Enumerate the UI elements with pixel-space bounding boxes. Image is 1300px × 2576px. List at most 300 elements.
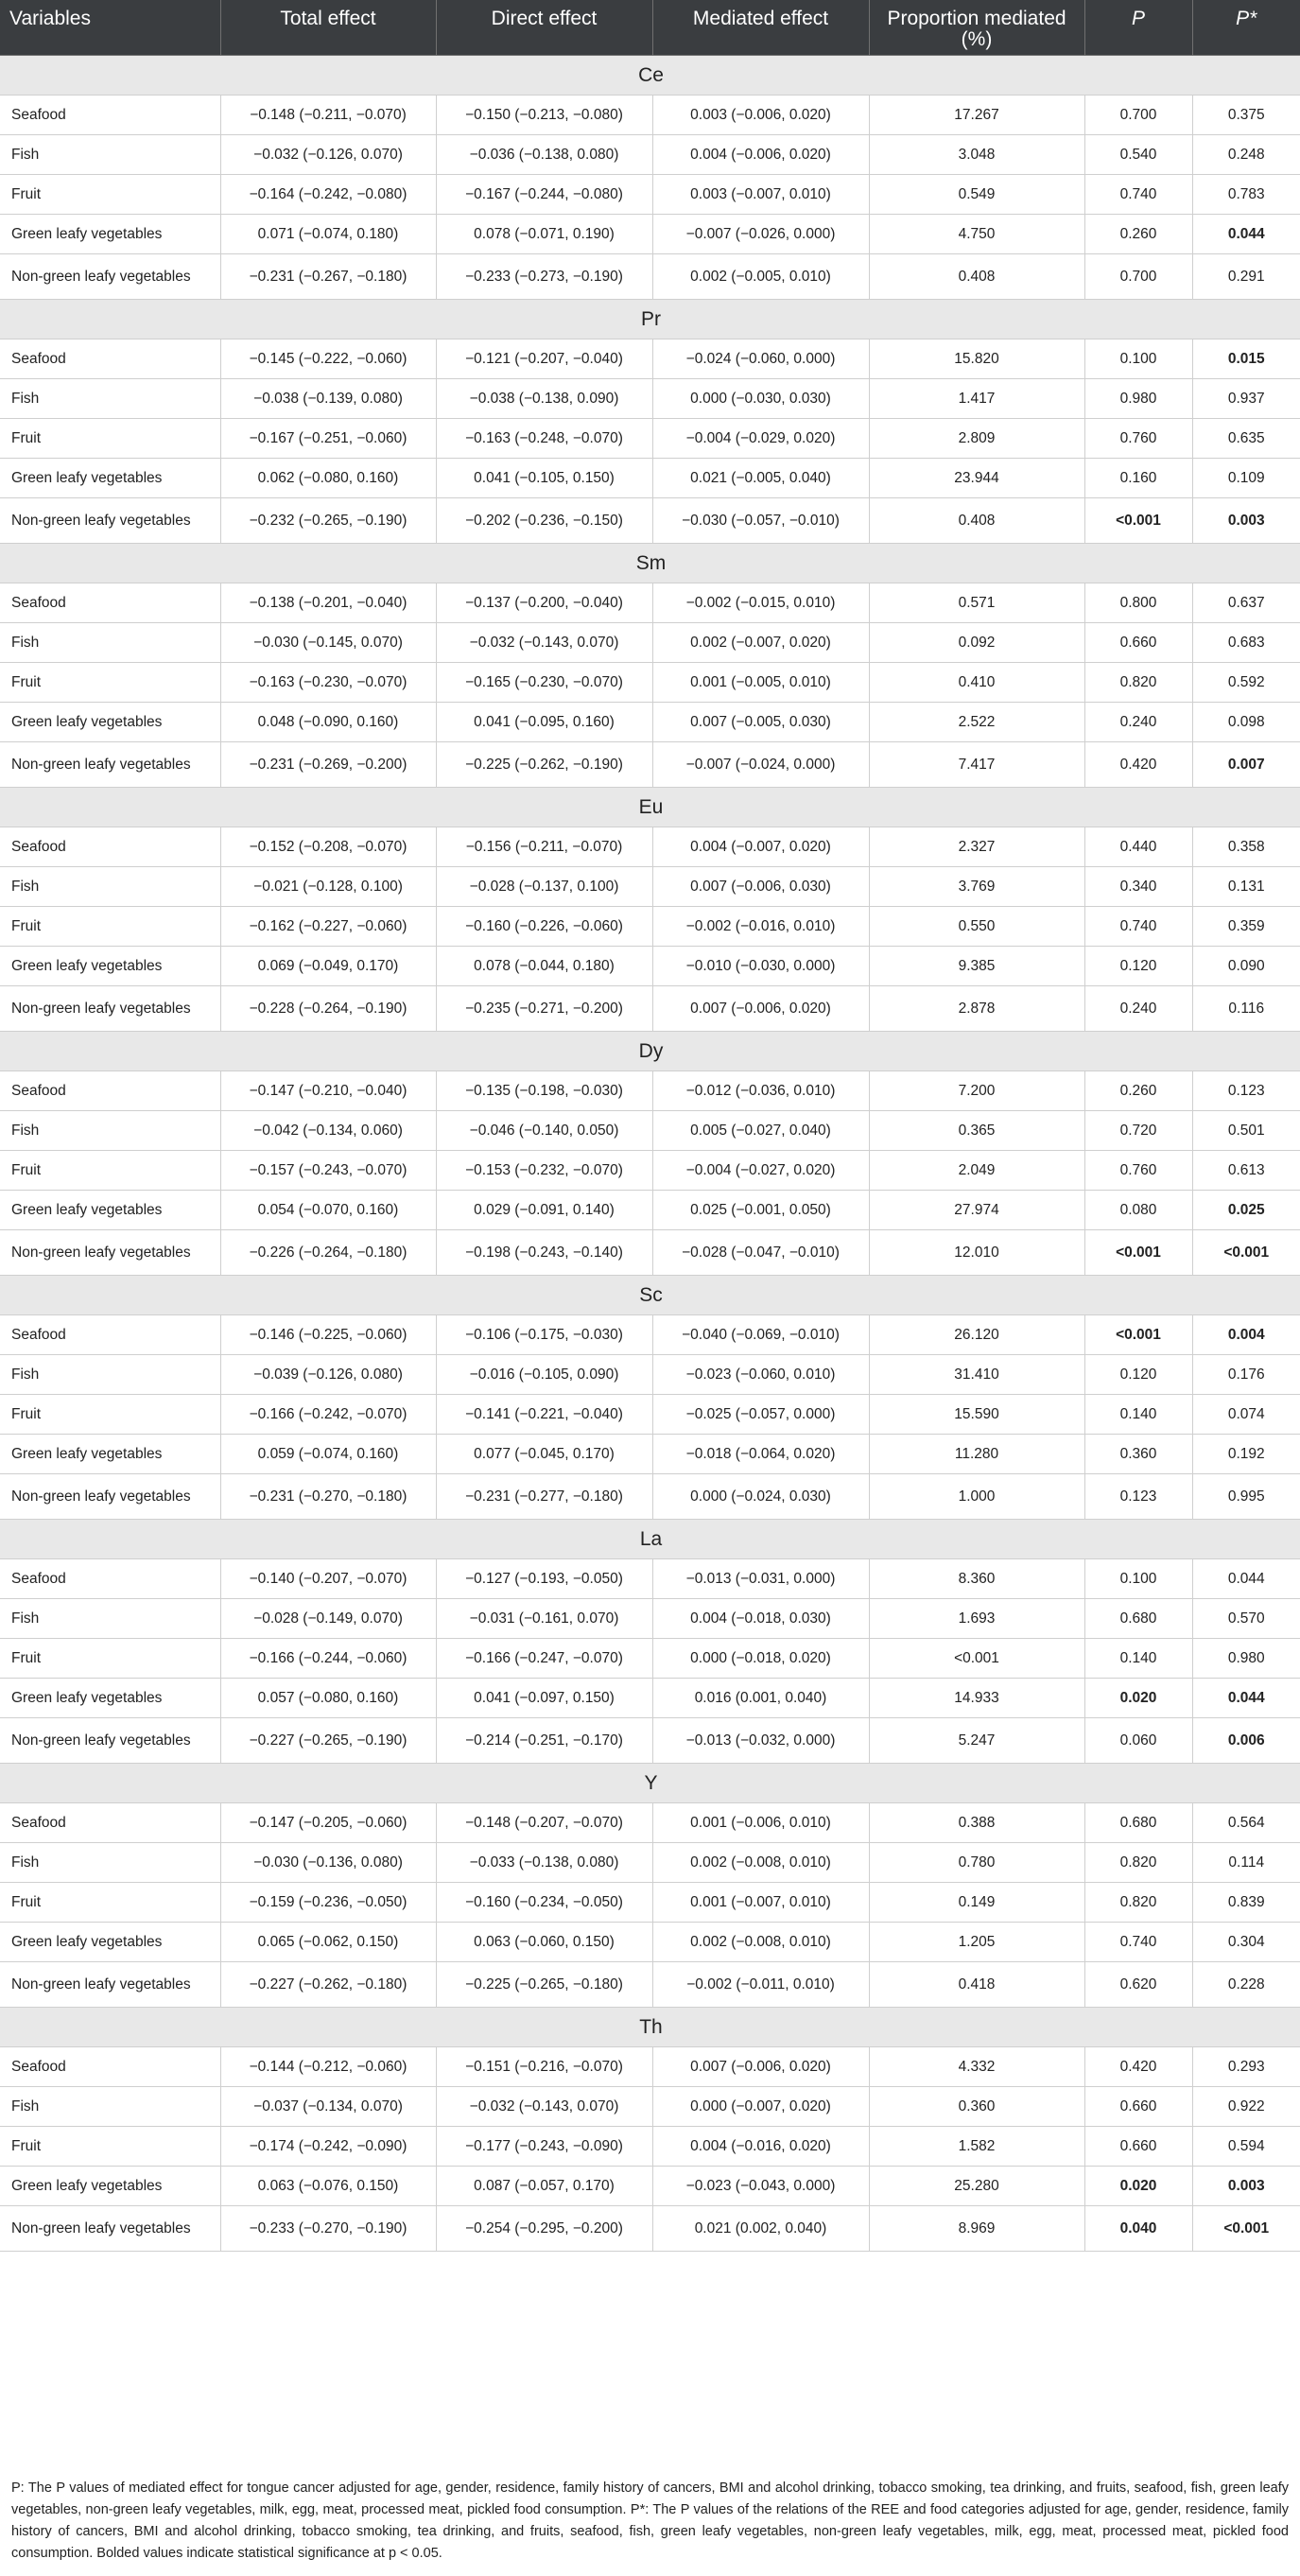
group-label: Y (0, 1763, 1300, 1802)
cell-mediated-effect: 0.003 (−0.006, 0.020) (652, 95, 869, 134)
cell-proportion-mediated: 0.360 (869, 2086, 1084, 2126)
group-label: Eu (0, 787, 1300, 827)
table-row (0, 1802, 1300, 1842)
cell-direct-effect: −0.016 (−0.105, 0.090) (436, 1354, 652, 1394)
cell-p-star-value: 0.044 (1192, 214, 1300, 253)
cell-p-star-value: 0.375 (1192, 95, 1300, 134)
cell-direct-effect: 0.078 (−0.071, 0.190) (436, 214, 652, 253)
cell-total-effect: −0.042 (−0.134, 0.060) (220, 1110, 436, 1150)
cell-proportion-mediated: 0.149 (869, 1882, 1084, 1922)
cell-variable: Fruit (0, 174, 220, 214)
cell-proportion-mediated: 2.809 (869, 418, 1084, 458)
cell-p-value: 0.100 (1084, 1558, 1192, 1598)
cell-proportion-mediated: 27.974 (869, 1190, 1084, 1229)
cell-mediated-effect: 0.021 (−0.005, 0.040) (652, 458, 869, 497)
cell-p-star-value: 0.635 (1192, 418, 1300, 458)
cell-mediated-effect: 0.000 (−0.007, 0.020) (652, 2086, 869, 2126)
cell-proportion-mediated: 0.365 (869, 1110, 1084, 1150)
cell-total-effect: −0.144 (−0.212, −0.060) (220, 2046, 436, 2086)
cell-proportion-mediated: 2.327 (869, 827, 1084, 866)
cell-p-star-value: 0.248 (1192, 134, 1300, 174)
cell-p-value: <0.001 (1084, 1229, 1192, 1275)
table-row (0, 1922, 1300, 1961)
footnote: P: The P values of mediated effect for tongue cancer adjusted for age, gender, residence, family history of cancers, BMI and alcohol drinking, tobacco smoking, tea drinking, and fruits, seafood, fish, green leafy vegetables, non-green leafy vegetables, milk, egg, meat, processed meat, pickled food consumption. P*: The P values of the relations of the REE and food categories adjusted for age, gender, residence, family history of cancers, BMI and alcohol drinking, tobacco smoking, tea drinking, and fruits, seafood, fish, green leafy vegetables, non-green leafy vegetables, milk, egg, meat, processed meat, pickled food consumption. Bolded values indicate statistical significance at p < 0.05. (11, 2480, 1289, 2561)
cell-mediated-effect: −0.007 (−0.024, 0.000) (652, 741, 869, 787)
cell-total-effect: −0.030 (−0.145, 0.070) (220, 622, 436, 662)
cell-proportion-mediated: 1.205 (869, 1922, 1084, 1961)
group-row (0, 787, 1300, 827)
cell-proportion-mediated: 0.571 (869, 583, 1084, 622)
cell-variable: Non-green leafy vegetables (0, 497, 220, 543)
table-row (0, 2205, 1300, 2251)
cell-total-effect: −0.138 (−0.201, −0.040) (220, 583, 436, 622)
group-label: Pr (0, 299, 1300, 339)
cell-p-value: <0.001 (1084, 1314, 1192, 1354)
cell-variable: Fish (0, 1598, 220, 1638)
cell-mediated-effect: 0.004 (−0.018, 0.030) (652, 1598, 869, 1638)
cell-direct-effect: −0.038 (−0.138, 0.090) (436, 378, 652, 418)
cell-variable: Fruit (0, 1638, 220, 1678)
cell-total-effect: −0.147 (−0.205, −0.060) (220, 1802, 436, 1842)
cell-variable: Green leafy vegetables (0, 702, 220, 741)
cell-total-effect: −0.233 (−0.270, −0.190) (220, 2205, 436, 2251)
cell-mediated-effect: 0.016 (0.001, 0.040) (652, 1678, 869, 1717)
cell-total-effect: −0.167 (−0.251, −0.060) (220, 418, 436, 458)
table-row (0, 1678, 1300, 1717)
cell-variable: Green leafy vegetables (0, 458, 220, 497)
cell-proportion-mediated: 3.769 (869, 866, 1084, 906)
cell-total-effect: −0.038 (−0.139, 0.080) (220, 378, 436, 418)
cell-variable: Seafood (0, 339, 220, 378)
group-row (0, 543, 1300, 583)
cell-proportion-mediated: 0.549 (869, 174, 1084, 214)
cell-proportion-mediated: 0.388 (869, 1802, 1084, 1842)
cell-direct-effect: −0.148 (−0.207, −0.070) (436, 1802, 652, 1842)
cell-direct-effect: −0.106 (−0.175, −0.030) (436, 1314, 652, 1354)
cell-p-value: 0.100 (1084, 339, 1192, 378)
cell-variable: Seafood (0, 827, 220, 866)
cell-total-effect: 0.065 (−0.062, 0.150) (220, 1922, 436, 1961)
cell-direct-effect: −0.165 (−0.230, −0.070) (436, 662, 652, 702)
table-row (0, 702, 1300, 741)
cell-p-value: 0.700 (1084, 95, 1192, 134)
cell-mediated-effect: 0.000 (−0.030, 0.030) (652, 378, 869, 418)
table-row (0, 2086, 1300, 2126)
cell-p-value: 0.160 (1084, 458, 1192, 497)
cell-p-value: 0.680 (1084, 1598, 1192, 1638)
cell-p-value: 0.820 (1084, 1882, 1192, 1922)
cell-mediated-effect: 0.025 (−0.001, 0.050) (652, 1190, 869, 1229)
cell-mediated-effect: −0.023 (−0.060, 0.010) (652, 1354, 869, 1394)
cell-mediated-effect: −0.004 (−0.027, 0.020) (652, 1150, 869, 1190)
cell-p-star-value: 0.995 (1192, 1473, 1300, 1519)
cell-mediated-effect: 0.002 (−0.007, 0.020) (652, 622, 869, 662)
cell-mediated-effect: 0.002 (−0.008, 0.010) (652, 1922, 869, 1961)
cell-mediated-effect: 0.001 (−0.006, 0.010) (652, 1802, 869, 1842)
cell-p-value: 0.440 (1084, 827, 1192, 866)
header-total-effect: Total effect (220, 0, 436, 55)
cell-p-value: 0.660 (1084, 2086, 1192, 2126)
cell-total-effect: 0.057 (−0.080, 0.160) (220, 1678, 436, 1717)
cell-p-value: 0.260 (1084, 214, 1192, 253)
cell-proportion-mediated: 1.417 (869, 378, 1084, 418)
cell-mediated-effect: −0.002 (−0.011, 0.010) (652, 1961, 869, 2007)
cell-total-effect: −0.227 (−0.265, −0.190) (220, 1717, 436, 1763)
cell-variable: Non-green leafy vegetables (0, 1961, 220, 2007)
header-p-star: P* (1192, 0, 1300, 55)
cell-proportion-mediated: 1.000 (869, 1473, 1084, 1519)
table-row (0, 214, 1300, 253)
cell-p-value: 0.240 (1084, 985, 1192, 1031)
cell-total-effect: −0.166 (−0.242, −0.070) (220, 1394, 436, 1434)
cell-direct-effect: −0.032 (−0.143, 0.070) (436, 2086, 652, 2126)
cell-p-value: 0.420 (1084, 2046, 1192, 2086)
table-row (0, 1314, 1300, 1354)
cell-mediated-effect: −0.013 (−0.031, 0.000) (652, 1558, 869, 1598)
cell-direct-effect: 0.078 (−0.044, 0.180) (436, 946, 652, 985)
group-row (0, 1031, 1300, 1070)
cell-variable: Non-green leafy vegetables (0, 985, 220, 1031)
table-row (0, 253, 1300, 299)
cell-direct-effect: −0.032 (−0.143, 0.070) (436, 622, 652, 662)
cell-proportion-mediated: 8.969 (869, 2205, 1084, 2251)
cell-proportion-mediated: 7.200 (869, 1070, 1084, 1110)
cell-proportion-mediated: 31.410 (869, 1354, 1084, 1394)
table-row (0, 946, 1300, 985)
cell-p-star-value: 0.937 (1192, 378, 1300, 418)
table-row (0, 418, 1300, 458)
cell-p-star-value: 0.131 (1192, 866, 1300, 906)
cell-variable: Fish (0, 1842, 220, 1882)
table-row (0, 1638, 1300, 1678)
cell-proportion-mediated: 12.010 (869, 1229, 1084, 1275)
table-body (0, 55, 1300, 2251)
cell-total-effect: −0.226 (−0.264, −0.180) (220, 1229, 436, 1275)
cell-p-value: <0.001 (1084, 497, 1192, 543)
cell-proportion-mediated: 3.048 (869, 134, 1084, 174)
cell-proportion-mediated: <0.001 (869, 1638, 1084, 1678)
cell-direct-effect: 0.041 (−0.097, 0.150) (436, 1678, 652, 1717)
cell-mediated-effect: 0.004 (−0.007, 0.020) (652, 827, 869, 866)
cell-mediated-effect: 0.002 (−0.008, 0.010) (652, 1842, 869, 1882)
cell-proportion-mediated: 2.878 (869, 985, 1084, 1031)
cell-mediated-effect: 0.021 (0.002, 0.040) (652, 2205, 869, 2251)
header-mediated-effect: Mediated effect (652, 0, 869, 55)
cell-p-value: 0.820 (1084, 1842, 1192, 1882)
header-direct-effect: Direct effect (436, 0, 652, 55)
cell-p-value: 0.740 (1084, 1922, 1192, 1961)
cell-proportion-mediated: 2.522 (869, 702, 1084, 741)
group-label: Sm (0, 543, 1300, 583)
cell-variable: Green leafy vegetables (0, 2166, 220, 2205)
cell-p-star-value: 0.192 (1192, 1434, 1300, 1473)
table-row (0, 741, 1300, 787)
cell-mediated-effect: 0.002 (−0.005, 0.010) (652, 253, 869, 299)
cell-direct-effect: −0.028 (−0.137, 0.100) (436, 866, 652, 906)
cell-total-effect: −0.166 (−0.244, −0.060) (220, 1638, 436, 1678)
cell-direct-effect: 0.077 (−0.045, 0.170) (436, 1434, 652, 1473)
table-row (0, 622, 1300, 662)
cell-total-effect: −0.163 (−0.230, −0.070) (220, 662, 436, 702)
cell-variable: Fruit (0, 1394, 220, 1434)
group-label: La (0, 1519, 1300, 1558)
cell-variable: Fish (0, 2086, 220, 2126)
group-row (0, 1763, 1300, 1802)
cell-p-value: 0.720 (1084, 1110, 1192, 1150)
table-row (0, 1598, 1300, 1638)
cell-variable: Non-green leafy vegetables (0, 1717, 220, 1763)
cell-direct-effect: −0.202 (−0.236, −0.150) (436, 497, 652, 543)
cell-variable: Fruit (0, 1150, 220, 1190)
cell-proportion-mediated: 1.582 (869, 2126, 1084, 2166)
cell-mediated-effect: −0.028 (−0.047, −0.010) (652, 1229, 869, 1275)
cell-p-value: 0.540 (1084, 134, 1192, 174)
cell-mediated-effect: −0.018 (−0.064, 0.020) (652, 1434, 869, 1473)
cell-p-value: 0.660 (1084, 2126, 1192, 2166)
cell-variable: Fruit (0, 906, 220, 946)
cell-proportion-mediated: 11.280 (869, 1434, 1084, 1473)
cell-total-effect: −0.021 (−0.128, 0.100) (220, 866, 436, 906)
cell-mediated-effect: 0.007 (−0.006, 0.030) (652, 866, 869, 906)
cell-mediated-effect: 0.001 (−0.005, 0.010) (652, 662, 869, 702)
cell-total-effect: −0.228 (−0.264, −0.190) (220, 985, 436, 1031)
cell-total-effect: −0.148 (−0.211, −0.070) (220, 95, 436, 134)
cell-p-value: 0.740 (1084, 906, 1192, 946)
table-row (0, 95, 1300, 134)
cell-total-effect: 0.062 (−0.080, 0.160) (220, 458, 436, 497)
cell-total-effect: −0.159 (−0.236, −0.050) (220, 1882, 436, 1922)
cell-p-star-value: 0.003 (1192, 497, 1300, 543)
table-row (0, 1961, 1300, 2007)
cell-total-effect: 0.054 (−0.070, 0.160) (220, 1190, 436, 1229)
cell-variable: Green leafy vegetables (0, 1922, 220, 1961)
cell-proportion-mediated: 8.360 (869, 1558, 1084, 1598)
cell-variable: Seafood (0, 95, 220, 134)
table-row (0, 339, 1300, 378)
header-proportion-mediated: Proportion mediated (%) (869, 0, 1084, 55)
cell-proportion-mediated: 0.780 (869, 1842, 1084, 1882)
cell-p-star-value: 0.839 (1192, 1882, 1300, 1922)
table-row (0, 906, 1300, 946)
cell-p-value: 0.080 (1084, 1190, 1192, 1229)
cell-proportion-mediated: 25.280 (869, 2166, 1084, 2205)
cell-total-effect: −0.030 (−0.136, 0.080) (220, 1842, 436, 1882)
cell-p-star-value: 0.114 (1192, 1842, 1300, 1882)
cell-p-value: 0.760 (1084, 1150, 1192, 1190)
cell-proportion-mediated: 0.418 (869, 1961, 1084, 2007)
cell-direct-effect: −0.031 (−0.161, 0.070) (436, 1598, 652, 1638)
cell-p-star-value: 0.003 (1192, 2166, 1300, 2205)
cell-variable: Fish (0, 378, 220, 418)
cell-mediated-effect: 0.007 (−0.005, 0.030) (652, 702, 869, 741)
cell-total-effect: −0.157 (−0.243, −0.070) (220, 1150, 436, 1190)
group-label: Th (0, 2007, 1300, 2046)
table-row (0, 378, 1300, 418)
cell-p-star-value: 0.291 (1192, 253, 1300, 299)
cell-proportion-mediated: 26.120 (869, 1314, 1084, 1354)
cell-p-value: 0.240 (1084, 702, 1192, 741)
cell-proportion-mediated: 4.750 (869, 214, 1084, 253)
cell-p-star-value: 0.564 (1192, 1802, 1300, 1842)
cell-total-effect: −0.152 (−0.208, −0.070) (220, 827, 436, 866)
cell-direct-effect: −0.235 (−0.271, −0.200) (436, 985, 652, 1031)
cell-mediated-effect: −0.025 (−0.057, 0.000) (652, 1394, 869, 1434)
table-row (0, 827, 1300, 866)
cell-p-star-value: 0.570 (1192, 1598, 1300, 1638)
table-row (0, 1229, 1300, 1275)
cell-mediated-effect: −0.012 (−0.036, 0.010) (652, 1070, 869, 1110)
cell-variable: Fish (0, 134, 220, 174)
cell-variable: Seafood (0, 583, 220, 622)
cell-direct-effect: −0.137 (−0.200, −0.040) (436, 583, 652, 622)
cell-mediated-effect: 0.000 (−0.024, 0.030) (652, 1473, 869, 1519)
cell-direct-effect: 0.041 (−0.105, 0.150) (436, 458, 652, 497)
group-row (0, 55, 1300, 95)
cell-mediated-effect: 0.004 (−0.016, 0.020) (652, 2126, 869, 2166)
cell-p-value: 0.760 (1084, 418, 1192, 458)
cell-variable: Seafood (0, 1070, 220, 1110)
cell-total-effect: −0.147 (−0.210, −0.040) (220, 1070, 436, 1110)
cell-proportion-mediated: 9.385 (869, 946, 1084, 985)
cell-p-star-value: 0.613 (1192, 1150, 1300, 1190)
cell-p-star-value: 0.015 (1192, 339, 1300, 378)
cell-total-effect: 0.063 (−0.076, 0.150) (220, 2166, 436, 2205)
cell-p-value: 0.020 (1084, 1678, 1192, 1717)
table-row (0, 866, 1300, 906)
cell-p-value: 0.980 (1084, 378, 1192, 418)
cell-direct-effect: −0.233 (−0.273, −0.190) (436, 253, 652, 299)
cell-direct-effect: −0.167 (−0.244, −0.080) (436, 174, 652, 214)
cell-mediated-effect: −0.023 (−0.043, 0.000) (652, 2166, 869, 2205)
cell-p-star-value: 0.980 (1192, 1638, 1300, 1678)
table-row (0, 1717, 1300, 1763)
cell-p-value: 0.120 (1084, 946, 1192, 985)
header-p: P (1084, 0, 1192, 55)
cell-variable: Fish (0, 866, 220, 906)
group-row (0, 2007, 1300, 2046)
cell-p-value: 0.660 (1084, 622, 1192, 662)
cell-mediated-effect: −0.030 (−0.057, −0.010) (652, 497, 869, 543)
cell-p-value: 0.260 (1084, 1070, 1192, 1110)
cell-proportion-mediated: 2.049 (869, 1150, 1084, 1190)
table-row (0, 1842, 1300, 1882)
cell-p-star-value: 0.293 (1192, 2046, 1300, 2086)
cell-proportion-mediated: 15.820 (869, 339, 1084, 378)
cell-total-effect: −0.145 (−0.222, −0.060) (220, 339, 436, 378)
cell-p-star-value: 0.922 (1192, 2086, 1300, 2126)
cell-mediated-effect: −0.040 (−0.069, −0.010) (652, 1314, 869, 1354)
group-label: Ce (0, 55, 1300, 95)
cell-p-star-value: 0.006 (1192, 1717, 1300, 1763)
header-row (0, 0, 1300, 55)
cell-p-value: 0.340 (1084, 866, 1192, 906)
cell-total-effect: −0.140 (−0.207, −0.070) (220, 1558, 436, 1598)
table-row (0, 134, 1300, 174)
cell-p-value: 0.120 (1084, 1354, 1192, 1394)
cell-p-value: 0.420 (1084, 741, 1192, 787)
cell-direct-effect: −0.121 (−0.207, −0.040) (436, 339, 652, 378)
cell-p-value: 0.140 (1084, 1394, 1192, 1434)
cell-mediated-effect: 0.003 (−0.007, 0.010) (652, 174, 869, 214)
cell-total-effect: 0.048 (−0.090, 0.160) (220, 702, 436, 741)
cell-variable: Non-green leafy vegetables (0, 2205, 220, 2251)
cell-p-value: 0.360 (1084, 1434, 1192, 1473)
cell-variable: Non-green leafy vegetables (0, 1229, 220, 1275)
cell-p-star-value: 0.501 (1192, 1110, 1300, 1150)
cell-direct-effect: −0.046 (−0.140, 0.050) (436, 1110, 652, 1150)
cell-total-effect: −0.028 (−0.149, 0.070) (220, 1598, 436, 1638)
cell-p-value: 0.140 (1084, 1638, 1192, 1678)
cell-total-effect: 0.069 (−0.049, 0.170) (220, 946, 436, 985)
cell-p-star-value: 0.090 (1192, 946, 1300, 985)
cell-p-star-value: 0.025 (1192, 1190, 1300, 1229)
cell-total-effect: −0.227 (−0.262, −0.180) (220, 1961, 436, 2007)
cell-p-value: 0.060 (1084, 1717, 1192, 1763)
cell-direct-effect: −0.214 (−0.251, −0.170) (436, 1717, 652, 1763)
cell-direct-effect: −0.033 (−0.138, 0.080) (436, 1842, 652, 1882)
table-row (0, 2046, 1300, 2086)
table-row (0, 583, 1300, 622)
cell-total-effect: −0.232 (−0.265, −0.190) (220, 497, 436, 543)
table-row (0, 1394, 1300, 1434)
cell-p-star-value: <0.001 (1192, 1229, 1300, 1275)
cell-direct-effect: −0.198 (−0.243, −0.140) (436, 1229, 652, 1275)
cell-p-star-value: 0.359 (1192, 906, 1300, 946)
cell-proportion-mediated: 0.408 (869, 253, 1084, 299)
cell-total-effect: −0.162 (−0.227, −0.060) (220, 906, 436, 946)
cell-total-effect: −0.231 (−0.267, −0.180) (220, 253, 436, 299)
cell-proportion-mediated: 14.933 (869, 1678, 1084, 1717)
cell-direct-effect: −0.231 (−0.277, −0.180) (436, 1473, 652, 1519)
cell-direct-effect: −0.160 (−0.234, −0.050) (436, 1882, 652, 1922)
cell-variable: Seafood (0, 2046, 220, 2086)
table-row (0, 2166, 1300, 2205)
cell-p-value: 0.620 (1084, 1961, 1192, 2007)
cell-p-star-value: 0.637 (1192, 583, 1300, 622)
table-row (0, 662, 1300, 702)
cell-direct-effect: 0.029 (−0.091, 0.140) (436, 1190, 652, 1229)
group-row (0, 1519, 1300, 1558)
cell-variable: Fish (0, 1110, 220, 1150)
table-row (0, 1070, 1300, 1110)
cell-p-value: 0.123 (1084, 1473, 1192, 1519)
cell-variable: Green leafy vegetables (0, 1678, 220, 1717)
cell-mediated-effect: 0.007 (−0.006, 0.020) (652, 2046, 869, 2086)
cell-variable: Green leafy vegetables (0, 946, 220, 985)
cell-total-effect: −0.037 (−0.134, 0.070) (220, 2086, 436, 2126)
cell-variable: Green leafy vegetables (0, 1434, 220, 1473)
header-variables: Variables (0, 0, 220, 55)
cell-p-value: 0.820 (1084, 662, 1192, 702)
cell-direct-effect: 0.063 (−0.060, 0.150) (436, 1922, 652, 1961)
table-row (0, 1190, 1300, 1229)
cell-direct-effect: −0.160 (−0.226, −0.060) (436, 906, 652, 946)
cell-proportion-mediated: 0.408 (869, 497, 1084, 543)
cell-p-star-value: 0.007 (1192, 741, 1300, 787)
cell-p-star-value: 0.783 (1192, 174, 1300, 214)
cell-mediated-effect: −0.002 (−0.015, 0.010) (652, 583, 869, 622)
cell-variable: Fruit (0, 1882, 220, 1922)
cell-variable: Fruit (0, 2126, 220, 2166)
cell-p-star-value: 0.176 (1192, 1354, 1300, 1394)
table-row (0, 1882, 1300, 1922)
cell-proportion-mediated: 1.693 (869, 1598, 1084, 1638)
group-row (0, 1275, 1300, 1314)
cell-p-star-value: 0.358 (1192, 827, 1300, 866)
cell-p-star-value: 0.594 (1192, 2126, 1300, 2166)
cell-proportion-mediated: 4.332 (869, 2046, 1084, 2086)
cell-total-effect: −0.231 (−0.269, −0.200) (220, 741, 436, 787)
